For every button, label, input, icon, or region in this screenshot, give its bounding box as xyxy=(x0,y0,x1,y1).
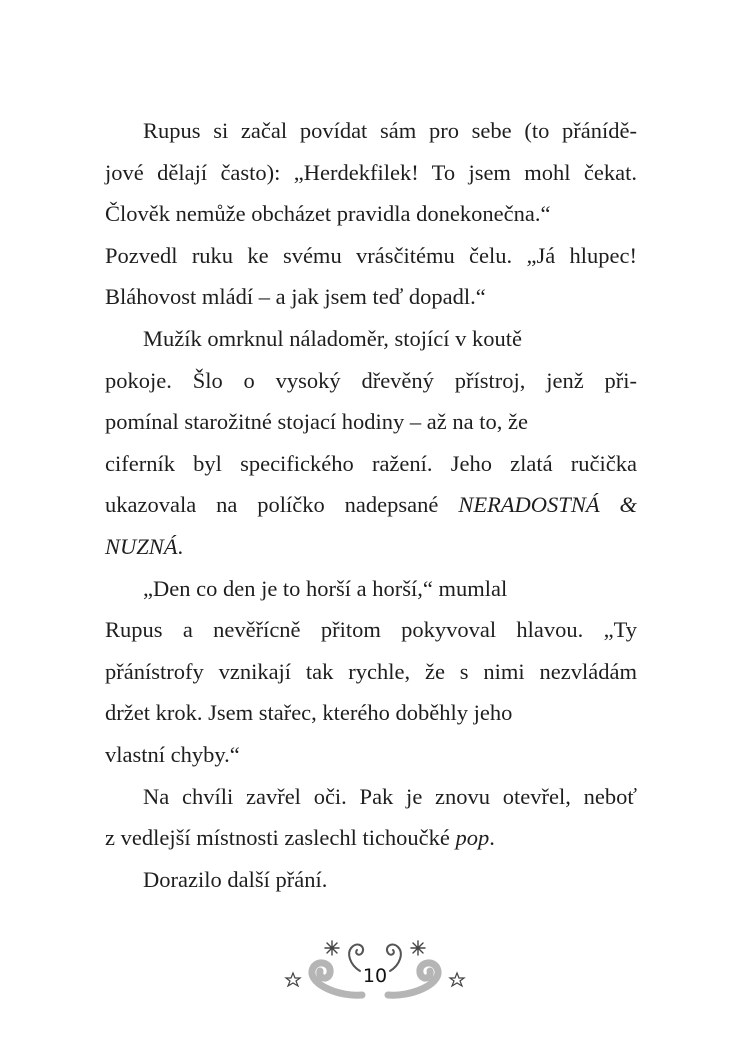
italic-text: NERADOSTNÁ & xyxy=(458,492,637,518)
text-segment: Rupus a nevěřícně přitom pokyvoval hlavou. „Ty xyxy=(105,617,637,643)
text-segment: „Den co den je to horší a horší,“ mumlal xyxy=(143,575,508,601)
text-line xyxy=(105,609,637,651)
text-line xyxy=(105,484,637,526)
text-line xyxy=(105,443,637,485)
text-segment: Člověk nemůže obcházet pravidla donekonečna.“ xyxy=(105,201,551,227)
text-line xyxy=(105,318,637,360)
text-line xyxy=(105,152,637,194)
text-line xyxy=(105,360,637,402)
body-text xyxy=(105,110,637,900)
text-segment: ciferník byl specifického ražení. Jeho zlatá ručička xyxy=(105,450,637,476)
text-line xyxy=(105,235,637,277)
italic-text: NUZNÁ xyxy=(105,533,178,559)
text-segment: jové dělají často): „Herdekfilek! To jsem mohl čekat. xyxy=(105,159,637,185)
text-line xyxy=(105,859,637,901)
text-line xyxy=(105,568,637,610)
text-segment: ukazovala na políčko nadepsané xyxy=(105,492,459,518)
page-number: 10 xyxy=(362,965,388,987)
text-line xyxy=(105,526,637,568)
text-segment: pokoje. Šlo o vysoký dřevěný přístroj, jenž při- xyxy=(105,367,637,393)
text-line xyxy=(105,692,637,734)
text-line xyxy=(105,734,637,776)
text-line xyxy=(105,401,637,443)
text-segment: Bláhovost mládí – a jak jsem teď dopadl.“ xyxy=(105,284,486,310)
text-segment: přánístrofy vznikají tak rychle, že s nimi nezvládám xyxy=(105,658,637,684)
text-segment: Dorazilo další přání. xyxy=(143,866,328,892)
text-segment: vlastní chyby.“ xyxy=(105,741,240,767)
text-line xyxy=(105,193,637,235)
page-footer-ornament xyxy=(280,935,470,1005)
text-segment: Na chvíli zavřel oči. Pak je znovu otevřel, neboť xyxy=(143,783,637,809)
text-segment: Mužík omrknul náladoměr, stojící v koutě xyxy=(143,325,523,351)
text-line xyxy=(105,276,637,318)
text-segment: . xyxy=(489,825,495,851)
text-line xyxy=(105,110,637,152)
text-segment: pomínal starožitné stojací hodiny – až na to, že xyxy=(105,409,528,435)
text-segment: . xyxy=(177,533,184,559)
text-segment: Pozvedl ruku ke svému vrásčitému čelu. „Já hlupec! xyxy=(105,242,637,268)
text-line xyxy=(105,817,637,859)
text-segment: držet krok. Jsem stařec, kterého doběhly jeho xyxy=(105,700,513,726)
text-segment: Rupus si začal povídat sám pro sebe (to přánídě- xyxy=(143,118,637,143)
text-line xyxy=(105,776,637,818)
text-line xyxy=(105,651,637,693)
italic-text: pop xyxy=(455,825,490,851)
text-segment: z vedlejší místnosti zaslechl tichoučké xyxy=(105,825,456,851)
